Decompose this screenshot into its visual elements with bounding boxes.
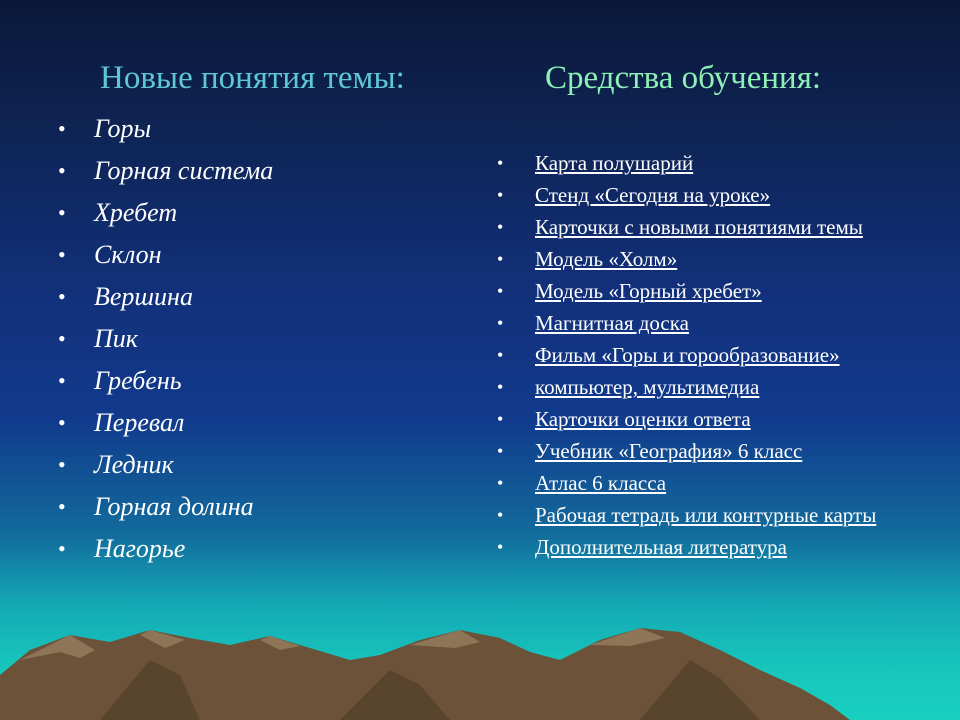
tool-item bbox=[497, 278, 927, 304]
concepts-list bbox=[58, 110, 273, 572]
tool-item bbox=[497, 470, 927, 496]
tool-item bbox=[497, 310, 927, 336]
concept-item: • Пик bbox=[58, 320, 273, 362]
concept-item: • Горная система bbox=[58, 152, 273, 194]
tool-link[interactable]: Модель «Холм» bbox=[535, 247, 678, 271]
concept-item: • Гребень bbox=[58, 362, 273, 404]
tool-item bbox=[497, 246, 927, 272]
concept-item: • Вершина bbox=[58, 278, 273, 320]
concept-item: • Горы bbox=[58, 110, 273, 152]
concept-item: • Ледник bbox=[58, 446, 273, 488]
tool-link[interactable]: Карта полушарий bbox=[535, 151, 694, 175]
tool-link[interactable]: Модель «Горный хребет» bbox=[535, 279, 762, 303]
tool-item bbox=[497, 374, 927, 400]
tool-link[interactable]: Магнитная доска bbox=[535, 311, 689, 335]
tool-item bbox=[497, 502, 927, 528]
tool-item bbox=[497, 406, 927, 432]
tools-list bbox=[497, 150, 927, 566]
tool-item bbox=[497, 438, 927, 464]
tool-link[interactable]: Карточки с новыми понятиями темы bbox=[535, 215, 863, 239]
tool-link[interactable]: Рабочая тетрадь или контурные карты bbox=[535, 503, 877, 527]
concept-item: • Нагорье bbox=[58, 530, 273, 572]
concept-item: • Горная долина bbox=[58, 488, 273, 530]
tool-link[interactable]: Стенд «Сегодня на уроке» bbox=[535, 183, 771, 207]
concept-item: • Склон bbox=[58, 236, 273, 278]
concept-item: • Перевал bbox=[58, 404, 273, 446]
concept-item: • Хребет bbox=[58, 194, 273, 236]
tool-link[interactable]: Фильм «Горы и горообразование» bbox=[535, 343, 840, 367]
tool-item bbox=[497, 150, 927, 176]
tool-link[interactable]: Учебник «География» 6 класс bbox=[535, 439, 803, 463]
tool-item bbox=[497, 534, 927, 560]
tools-heading: Средства обучения: bbox=[545, 60, 822, 96]
tool-link[interactable]: компьютер, мультимедиа bbox=[535, 375, 760, 399]
tool-link[interactable]: Дополнительная литература bbox=[535, 535, 787, 559]
tool-item bbox=[497, 182, 927, 208]
concepts-heading: Новые понятия темы: bbox=[100, 60, 405, 96]
mountains-illustration bbox=[0, 600, 960, 720]
tool-item bbox=[497, 342, 927, 368]
tool-link[interactable]: Карточки оценки ответа bbox=[535, 407, 751, 431]
tool-item bbox=[497, 214, 927, 240]
tool-link[interactable]: Атлас 6 класса bbox=[535, 471, 667, 495]
